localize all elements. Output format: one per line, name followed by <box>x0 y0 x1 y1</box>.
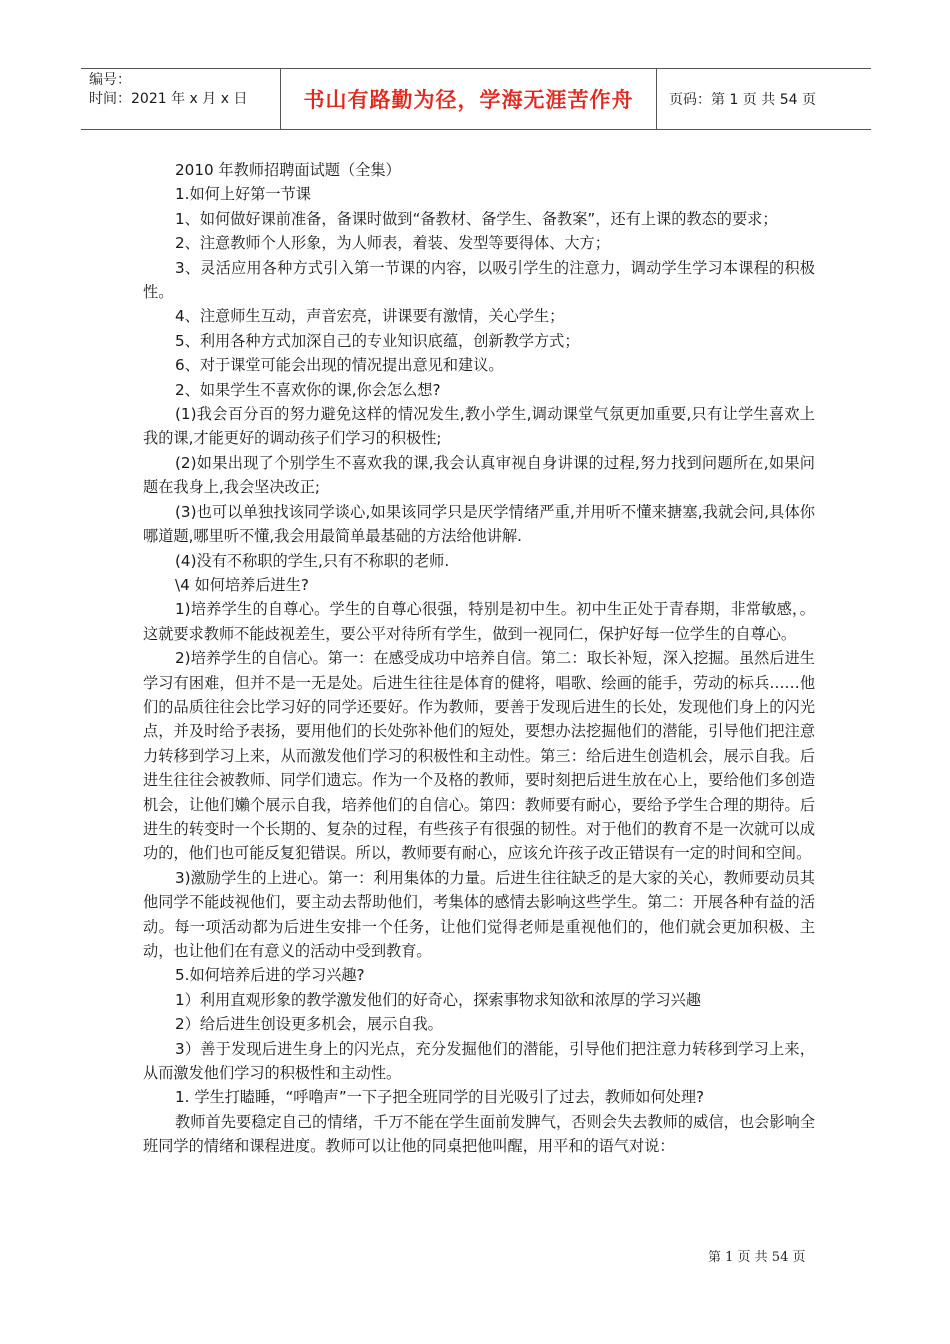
header-page-info: 页码：第 1 页 共 54 页 <box>669 92 816 108</box>
paragraph: (1)我会百分百的努力避免这样的情况发生,教小学生,调动课堂气氛更加重要,只有让学生喜欢上我的课,才能更好的调动孩子们学习的积极性; <box>143 405 815 448</box>
section-heading: 1. 学生打瞌睡，“呼噜声”一下子把全班同学的目光吸引了过去，教师如何处理? <box>175 1088 705 1107</box>
paragraph: (4)没有不称职的学生,只有不称职的老师. <box>175 551 450 570</box>
paragraph: 3）善于发现后进生身上的闪光点，充分发掘他们的潜能，引导他们把注意力转移到学习上来，从而激发他们学习的积极性和主动性。 <box>143 1039 815 1083</box>
section-heading: 5.如何培养后进的学习兴趣? <box>175 966 365 985</box>
document-date: 时间：2021 年 x 月 x 日 <box>89 91 248 107</box>
paragraph: (2)如果出现了个别学生不喜欢我的课,我会认真审视自身讲课的过程,努力找到问题所在,如果问题在我身上,我会坚决改正; <box>143 453 815 497</box>
paragraph: 3)激励学生的上进心。第一：利用集体的力量。后进生往往缺乏的是大家的关心，教师要动员其他同学不能歧视他们，要主动去帮助他们，考集体的感情去影响这些学生。第二：开展各种有益的活动。每一项活动都为后进生安排一个任务，让他们觉得老师是重视他们的，他们就会更加积极、主动，也让他们在有意义的活动中受到教育。 <box>143 868 815 960</box>
paragraph: 2)培养学生的自信心。第一：在感受成功中培养自信。第二：取长补短，深入挖掘。虽然后进生学习有困难，但并不是一无是处。后进生往往是体育的健将，唱歌、绘画的能手，劳动的标兵……他们的品质往往会比学习好的同学还要好。作为教师，要善于发现后进生的长处，发现他们身上的闪光点，并及时给予表扬，要用他们的长处弥补他们的短处，要想办法挖掘他们的潜能，引导他们把注意力转移到学习上来，从而激发他们学习的积极性和主动性。第三：给后进生创造机会，展示自我。后进生往往会被教师、同学们遗忘。作为一个及格的教师，要时刻把后进生放在心上，要给他们多创造机会，让他们嬾个展示自我，培养他们的自信心。第四：教师要有耐心，要给予学生合理的期待。后进生的转变时一个长期的、复杂的过程，有些孩子有很强的韧性。对于他们的教育不是一次就可以成功的，他们也可能反复犯错误。所以，教师要有耐心，应该允许孩子改正错误有一定的时间和空间。 <box>143 649 815 863</box>
paragraph: 1）利用直观形象的教学激发他们的好奇心，探索事物求知欲和浓厚的学习兴趣 <box>175 990 702 1009</box>
paragraph: 6、对于课堂可能会出现的情况提出意见和建议。 <box>175 356 504 375</box>
section-heading: \4 如何培养后进生? <box>175 575 309 594</box>
paragraph: 1、如何做好课前准备，备课时做到“备教材、备学生、备教案”，还有上课的教态的要求； <box>175 209 778 228</box>
header-motto: 书山有路勤为径，学海无涯苦作舟 <box>281 69 657 129</box>
document-body <box>143 158 815 1159</box>
paragraph: 教师首先要稳定自己的情绪，千万不能在学生面前发脾气，否则会失去教师的威信，也会影响全班同学的情绪和课程进度。教师可以让他的同桌把他叫醒，用平和的语气对说： <box>143 1112 815 1156</box>
section-heading: 2、如果学生不喜欢你的课,你会怎么想? <box>175 380 441 399</box>
paragraph: 2）给后进生创设更多机会，展示自我。 <box>175 1015 443 1034</box>
section-heading: 1.如何上好第一节课 <box>175 185 311 204</box>
document-title: 2010 年教师招聘面试题（全集） <box>175 161 401 179</box>
paragraph: 1)培养学生的自尊心。学生的自尊心很强，特别是初中生。初中生正处于青春期，非常敏感，。这就要求教师不能歧视差生，要公平对待所有学生，做到一视同仁，保护好每一位学生的自尊心。 <box>143 600 815 643</box>
paragraph: 2、注意教师个人形象，为人师表，着装、发型等要得体、大方； <box>175 234 610 253</box>
page-footer: 第 1 页 共 54 页 <box>708 1250 806 1265</box>
paragraph: 4、注意师生互动，声音宏亮，讲课要有激情，关心学生； <box>175 307 565 326</box>
paragraph: 5、利用各种方式加深自己的专业知识底蕴，创新教学方式； <box>175 331 580 350</box>
paragraph: 3、灵活应用各种方式引入第一节课的内容，以吸引学生的注意力，调动学生学习本课程的积极性。 <box>143 258 815 302</box>
header-meta <box>81 69 281 129</box>
document-number: 编号： <box>89 72 131 88</box>
page-header <box>81 68 871 130</box>
paragraph: (3)也可以单独找该同学谈心,如果该同学只是厌学情绪严重,并用听不懂来搪塞,我就会问,具体你哪道题,哪里听不懂,我会用最简单最基础的方法给他讲解. <box>143 502 815 546</box>
